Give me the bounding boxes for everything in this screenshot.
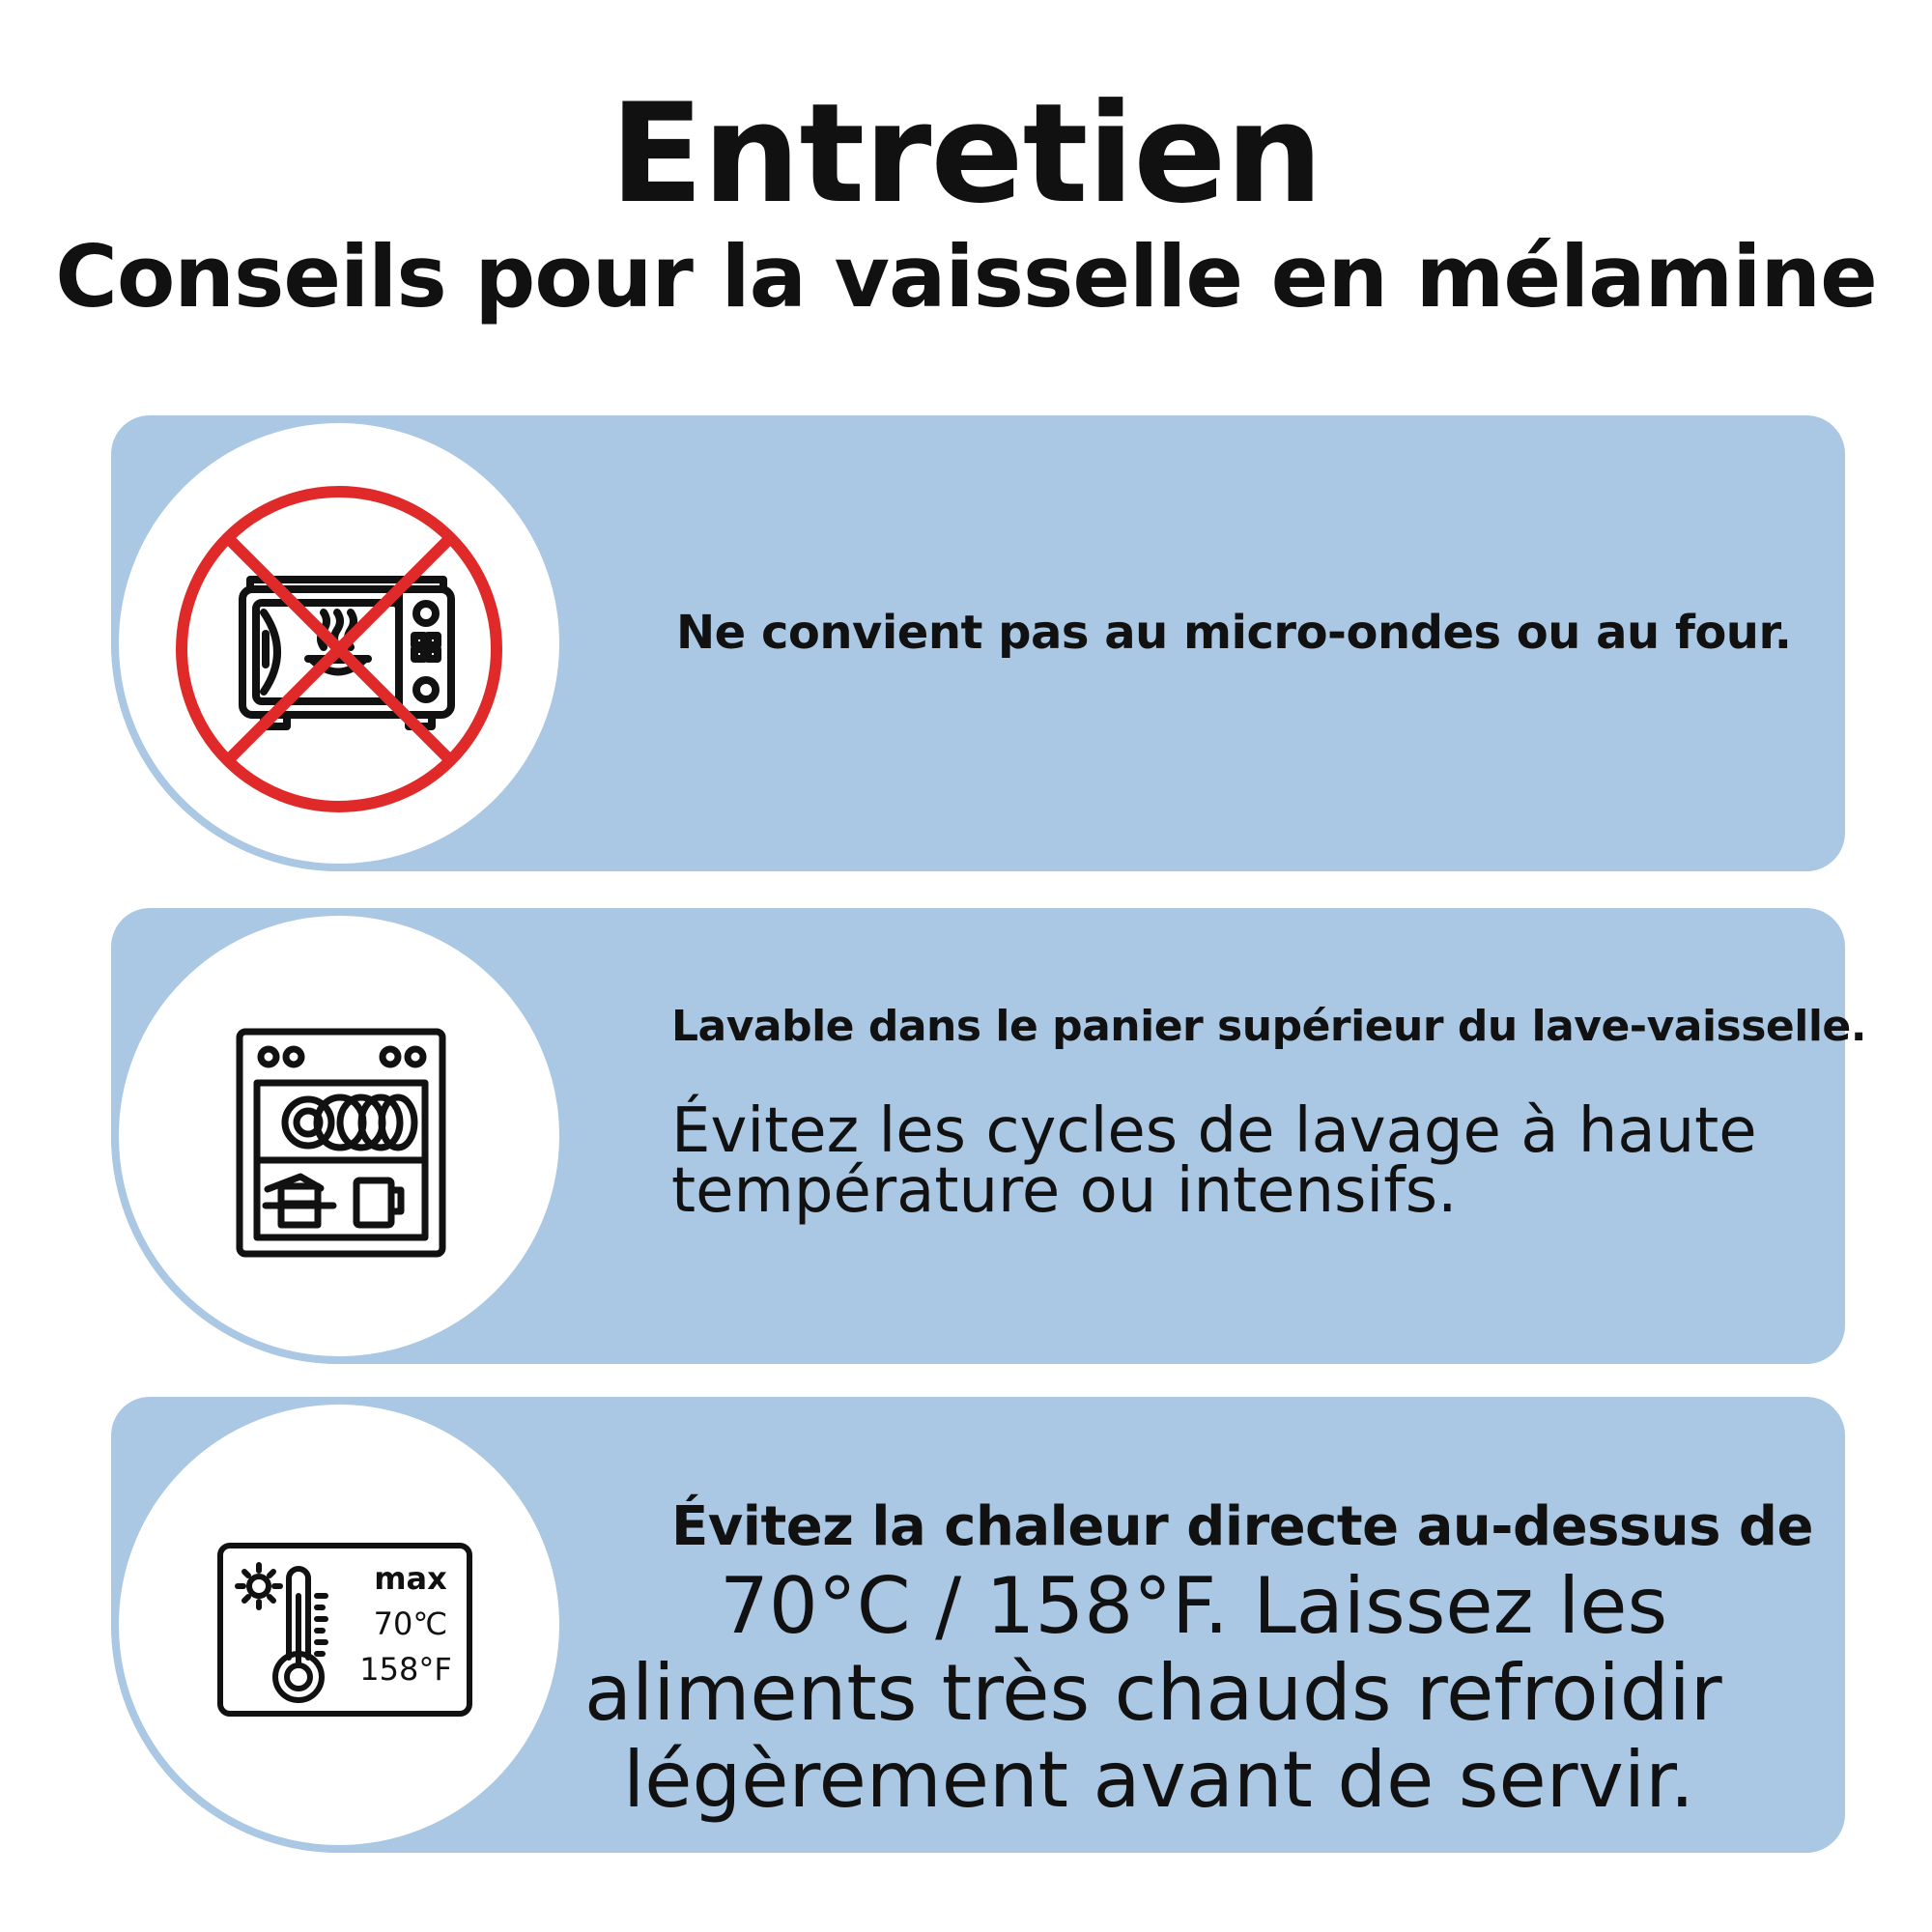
tip-heading: Lavable dans le panier supérieur du lave-vaisselle. <box>671 1002 1866 1051</box>
tip-card-heat <box>111 1397 1845 1853</box>
thermometer-max-icon <box>119 1405 559 1845</box>
max-label: max <box>374 1560 447 1597</box>
tip-icon-circle <box>111 1397 567 1853</box>
tip-line: Évitez les cycles de lavage à haute <box>671 1095 1757 1167</box>
tip-line: température ou intensifs. <box>671 1155 1458 1227</box>
page-title: Entretien <box>610 74 1322 234</box>
no-microwave-icon <box>119 423 559 864</box>
tip-line: 70°C / 158°F. Laissez les <box>720 1561 1668 1651</box>
max-fahrenheit: 158°F <box>359 1651 452 1688</box>
tip-line: aliments très chauds refroidir <box>584 1648 1722 1738</box>
tip-icon-circle <box>111 415 567 871</box>
dishwasher-icon <box>119 916 559 1356</box>
tip-card-microwave <box>111 415 1845 871</box>
tip-heading: Évitez la chaleur directe au-dessus de <box>671 1495 1813 1558</box>
tip-line: légèrement avant de servir. <box>623 1735 1695 1825</box>
tip-card-dishwasher <box>111 908 1866 1364</box>
page-subtitle: Conseils pour la vaisselle en mélamine <box>55 227 1877 327</box>
tip-icon-circle <box>111 908 567 1364</box>
max-celsius: 70℃ <box>373 1605 448 1642</box>
tip-text: Ne convient pas au micro-ondes ou au four. <box>676 606 1792 660</box>
